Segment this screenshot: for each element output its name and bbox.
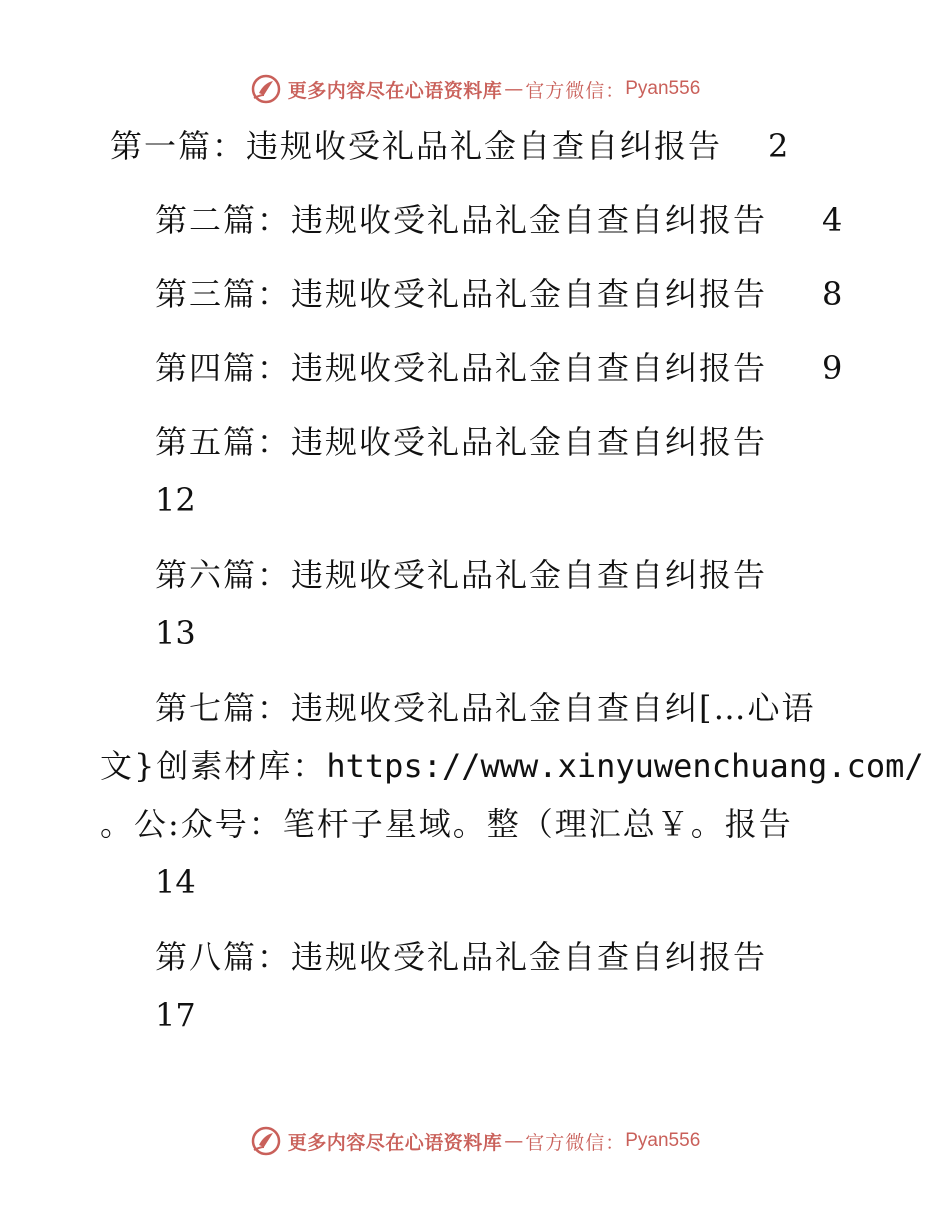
toc-entry-page: 14: [155, 863, 196, 901]
toc-entry-title[interactable]: 第八篇：违规收受礼品礼金自查自纠报告: [155, 938, 768, 976]
footer-watermark: [0, 1124, 950, 1158]
watermark-separator: —: [504, 78, 524, 100]
watermark-wechat-id: Pyan556: [625, 1130, 701, 1151]
toc-entry-page: 13: [155, 614, 196, 652]
toc-entry-title[interactable]: 第六篇：违规收受礼品礼金自查自纠报告: [155, 556, 768, 594]
toc-entry-title[interactable]: 第三篇：违规收受礼品礼金自查自纠报告: [155, 275, 768, 313]
toc-entry-title[interactable]: 第四篇：违规收受礼品礼金自查自纠报告: [155, 349, 768, 387]
toc-entry-title-part: 文}创素材库：: [100, 747, 327, 785]
toc-entry-page: 8: [822, 275, 843, 313]
watermark-brand-text: 更多内容尽在心语资料库: [287, 1131, 503, 1154]
toc-entry-title[interactable]: 第一篇：违规收受礼品礼金自查自纠报告: [110, 127, 723, 165]
toc-entry-title[interactable]: 第二篇：违规收受礼品礼金自查自纠报告: [155, 201, 768, 239]
watermark-wechat-label: 官方微信：: [525, 79, 626, 102]
brand-logo-icon: [250, 1125, 282, 1157]
toc-entry-page: 12: [155, 481, 196, 519]
watermark-wechat-label: 官方微信：: [525, 1131, 626, 1154]
toc-entry-title-continued[interactable]: [100, 746, 924, 786]
toc-entry-page: 2: [768, 127, 789, 165]
toc-entry-page: 9: [822, 349, 843, 387]
toc-entry-title[interactable]: 第五篇：违规收受礼品礼金自查自纠报告: [155, 423, 768, 461]
toc-entry-title-continued[interactable]: 。公:众号：笔杆子星域。整（理汇总￥。报告: [100, 805, 793, 843]
toc-entry-title[interactable]: 第七篇：违规收受礼品礼金自查自纠[…心语: [155, 689, 816, 727]
watermark-brand-text: 更多内容尽在心语资料库: [287, 79, 503, 102]
toc-entry-url[interactable]: https://www.xinyuwenchuang.com/: [326, 747, 924, 785]
brand-logo-icon: [250, 73, 282, 105]
watermark-separator: —: [504, 1130, 524, 1152]
toc-entry-page: 4: [822, 201, 843, 239]
toc-entry-page: 17: [155, 996, 196, 1034]
watermark-wechat-id: Pyan556: [625, 78, 701, 99]
header-watermark: [0, 72, 950, 106]
